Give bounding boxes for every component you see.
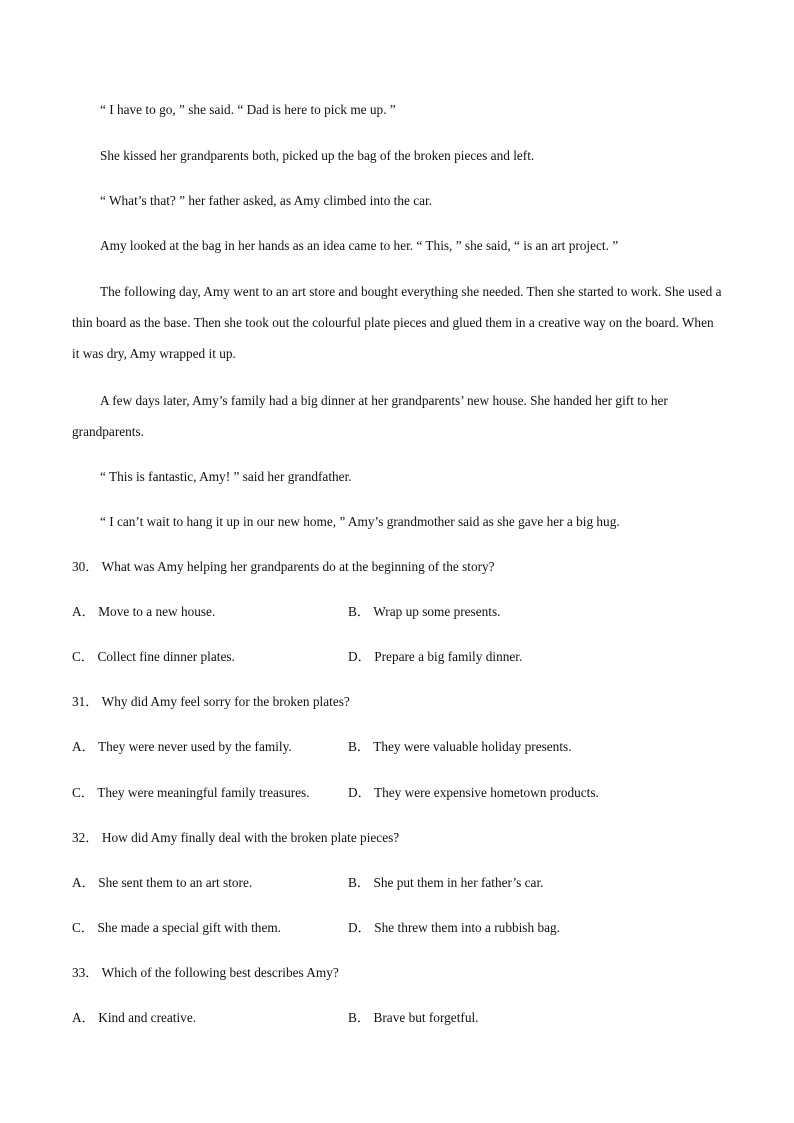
passage-paragraph-4: Amy looked at the bag in her hands as an idea came to her. “ This, ” she said, “ is an art project. ” [100,238,619,253]
option-b: B． She put them in her father’s car. [348,875,544,890]
option-c: C． Collect fine dinner plates. [72,649,235,664]
option-d: D． They were expensive hometown products. [348,785,599,800]
option-b: B． Wrap up some presents. [348,604,501,619]
question-stem: 33． Which of the following best describes Amy? [72,965,339,980]
passage-paragraph-8: “ I can’t wait to hang it up in our new home, ” Amy’s grandmother said as she gave her a big hug. [100,514,620,529]
option-a: A． Move to a new house. [72,604,216,619]
passage-paragraph-6: A few days later, Amy’s family had a big dinner at her grandparents’ new house. She handed her gift to her grandparents. [72,393,668,439]
option-d: D． Prepare a big family dinner. [348,649,523,664]
option-b: B． They were valuable holiday presents. [348,739,572,754]
option-d: D． She threw them into a rubbish bag. [348,920,560,935]
option-b: B． Brave but forgetful. [348,1010,479,1025]
passage-paragraph-3: “ What’s that? ” her father asked, as Amy climbed into the car. [100,193,433,208]
passage-paragraph-2: She kissed her grandparents both, picked up the bag of the broken pieces and left. [100,148,535,163]
passage-paragraph-5: The following day, Amy went to an art store and bought everything she needed. Then she started to work. She used a thin board as the base. Then she took out the colourful plate pieces and glued them in a creative way on the board. When it was dry, Amy wrapped it up. [72,284,722,361]
passage-paragraph-1: “ I have to go, ” she said. “ Dad is here to pick me up. ” [100,102,396,117]
question-stem: 31． Why did Amy feel sorry for the broken plates? [72,694,350,709]
passage-paragraph-7: “ This is fantastic, Amy! ” said her grandfather. [100,469,352,484]
option-a: A． Kind and creative. [72,1010,197,1025]
question-stem: 30． What was Amy helping her grandparents do at the beginning of the story? [72,559,495,574]
option-c: C． They were meaningful family treasures. [72,785,310,800]
option-a: A． They were never used by the family. [72,739,292,754]
option-c: C． She made a special gift with them. [72,920,282,935]
question-stem: 32． How did Amy finally deal with the broken plate pieces? [72,830,400,845]
option-a: A． She sent them to an art store. [72,875,253,890]
